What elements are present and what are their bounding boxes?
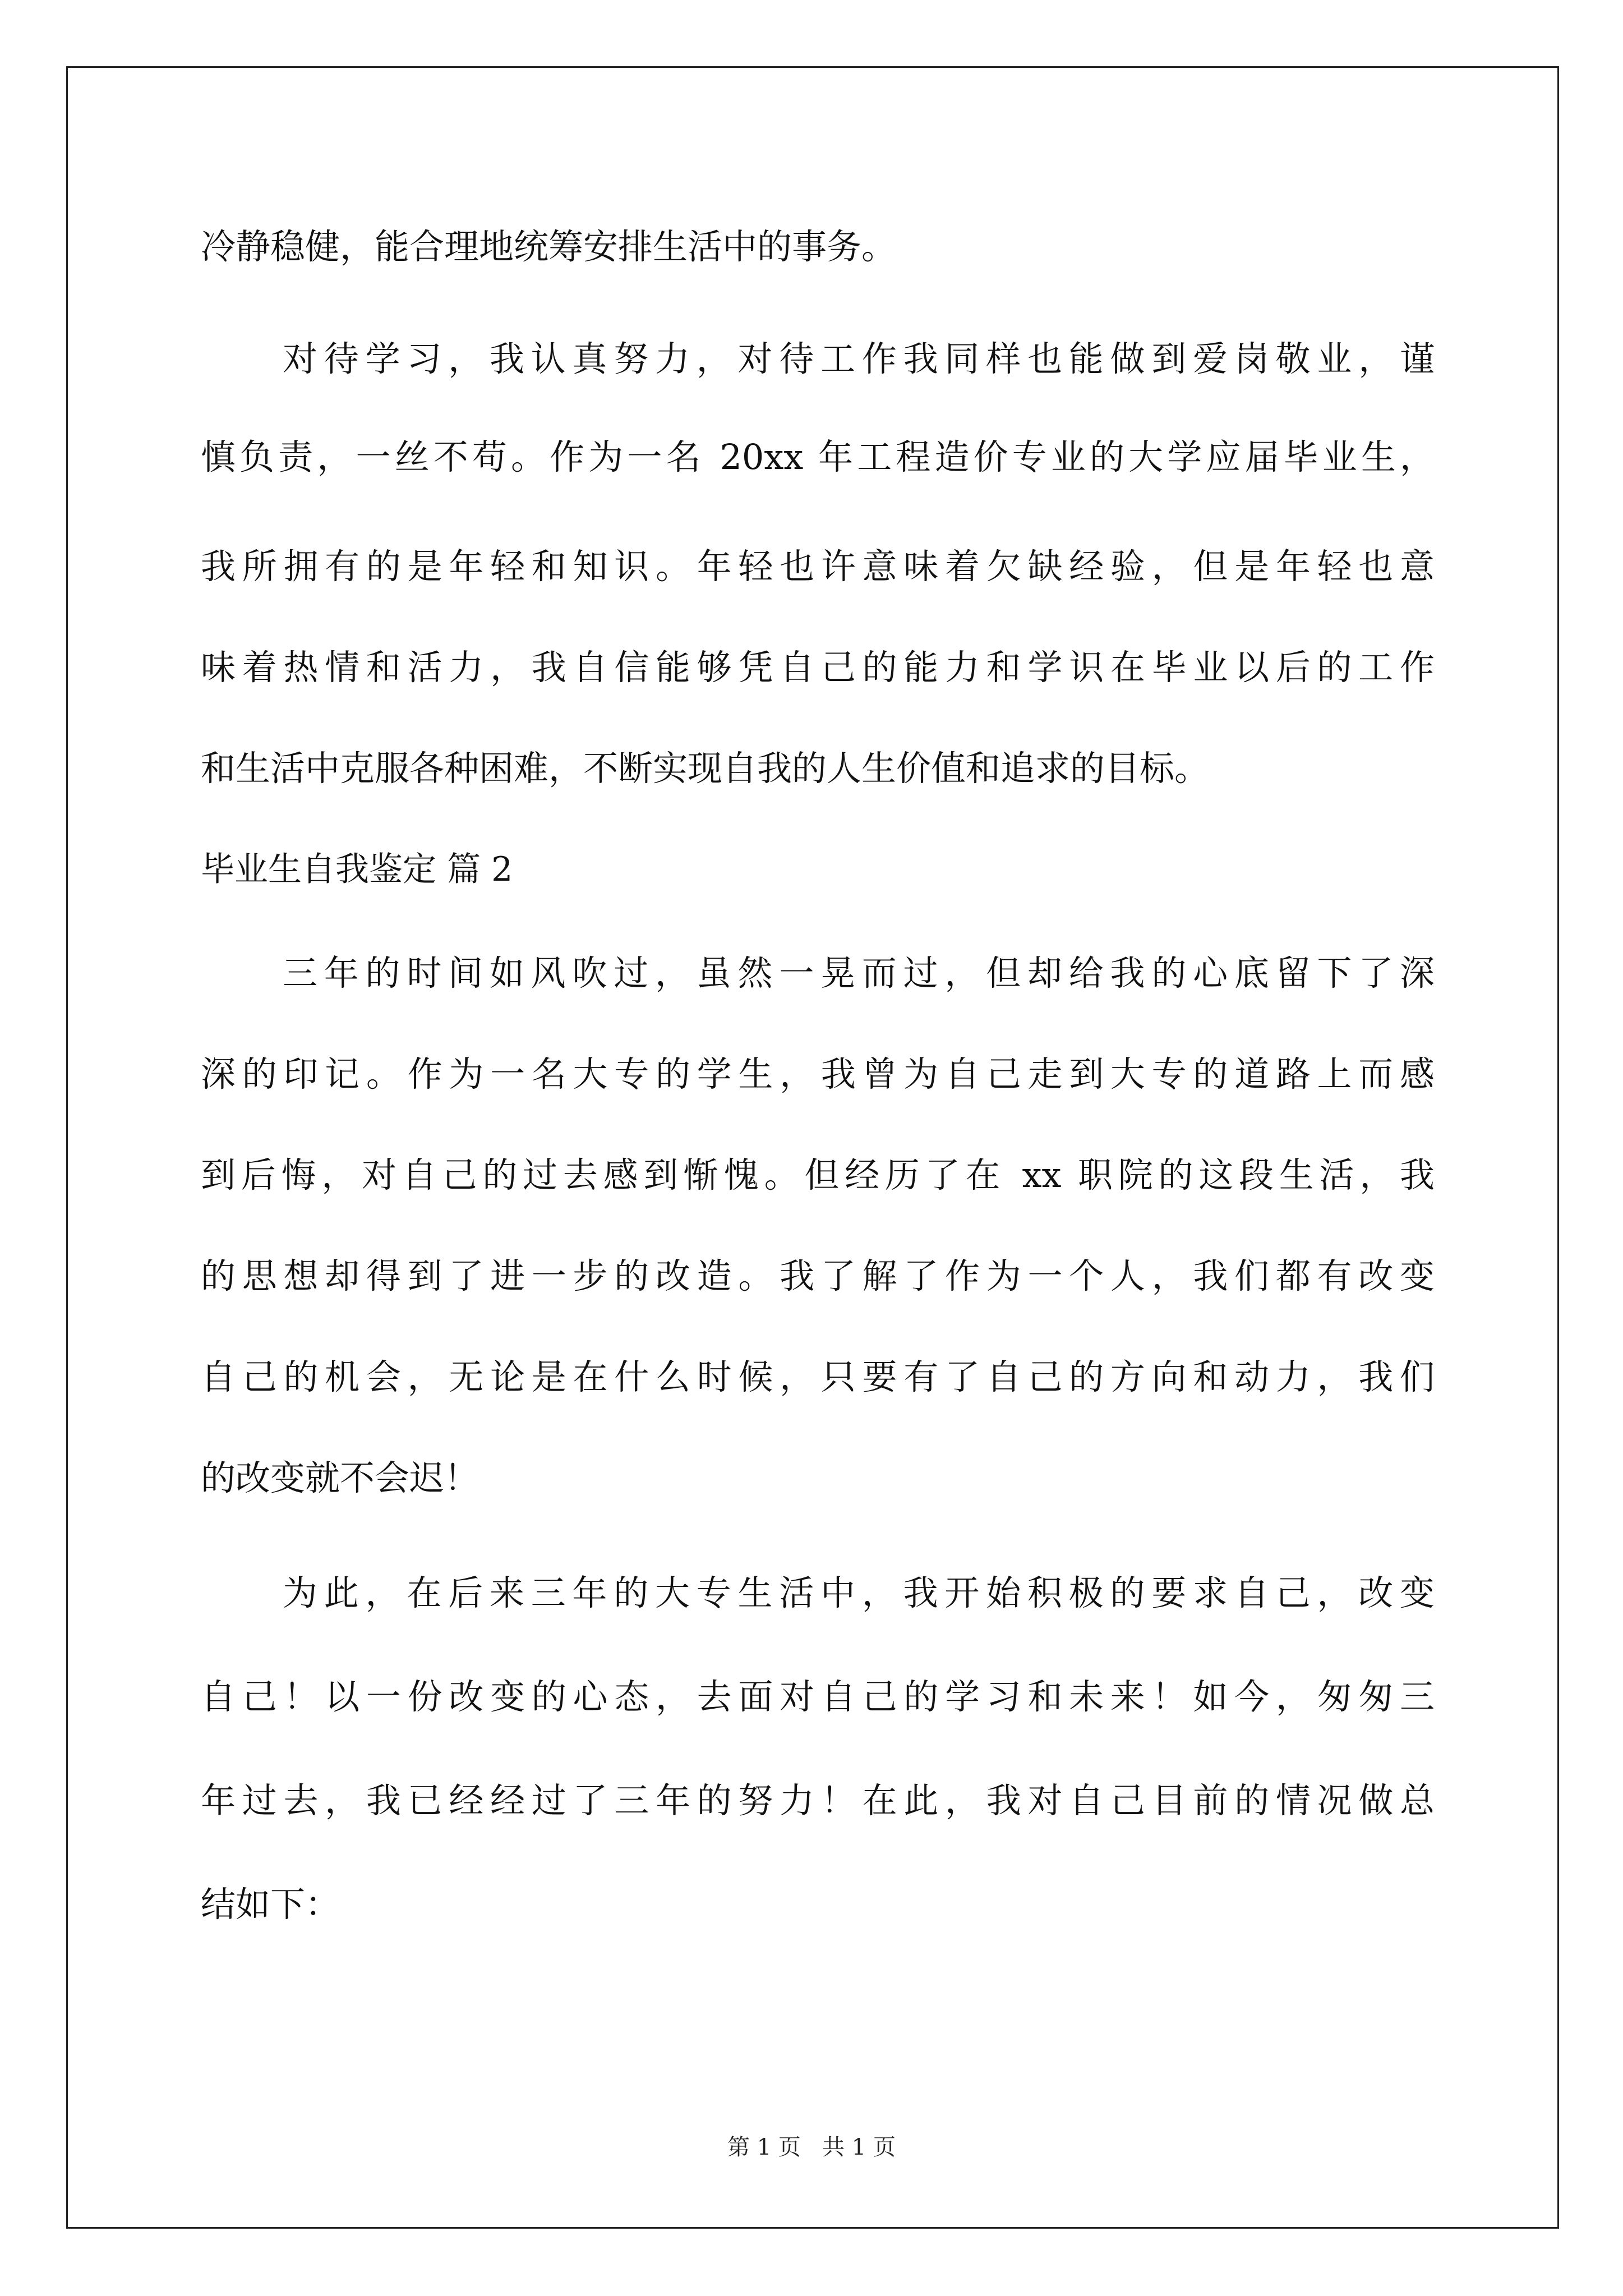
page-number-footer: 第 1 页 共 1 页 [727,2134,896,2160]
paragraph-line: 的改变就不会迟！ [201,1457,479,1498]
paragraph-line: 味着热情和活力，我自信能够凭自己的能力和学识在毕业以后的工作 [201,647,1435,688]
paragraph-line: 自己的机会，无论是在什么时候，只要有了自己的方向和动力，我们 [201,1356,1435,1397]
paragraph-line: 对待学习，我认真努力，对待工作我同样也能做到爱岗敬业，谨 [283,338,1435,379]
paragraph-line: 到后悔，对自己的过去感到惭愧。但经历了在 xx 职院的这段生活，我 [201,1154,1435,1195]
paragraph-line: 结如下： [201,1884,340,1925]
section-heading: 毕业生自我鉴定 篇 2 [201,850,513,889]
paragraph-line: 的思想却得到了进一步的改造。我了解了作为一个人，我们都有改变 [201,1255,1435,1296]
paragraph-line: 慎负责，一丝不苟。作为一名 20xx 年工程造价专业的大学应届毕业生， [201,436,1435,477]
paragraph-line: 年过去，我已经经过了三年的努力！在此，我对自己目前的情况做总 [201,1780,1435,1821]
paragraph-line: 自己！以一份改变的心态，去面对自己的学习和未来！如今，匆匆三 [201,1676,1435,1717]
paragraph-line: 和生活中克服各种困难，不断实现自我的人生价值和追求的目标。 [201,748,1210,789]
paragraph-line: 深的印记。作为一名大专的学生，我曾为自己走到大专的道路上而感 [201,1053,1435,1094]
paragraph-line: 为此，在后来三年的大专生活中，我开始积极的要求自己，改变 [283,1572,1435,1613]
paragraph-line: 我所拥有的是年轻和知识。年轻也许意味着欠缺经验，但是年轻也意 [201,546,1435,587]
paragraph-line: 冷静稳健，能合理地统筹安排生活中的事务。 [201,226,897,267]
paragraph-line: 三年的时间如风吹过，虽然一晃而过，但却给我的心底留下了深 [283,953,1435,993]
